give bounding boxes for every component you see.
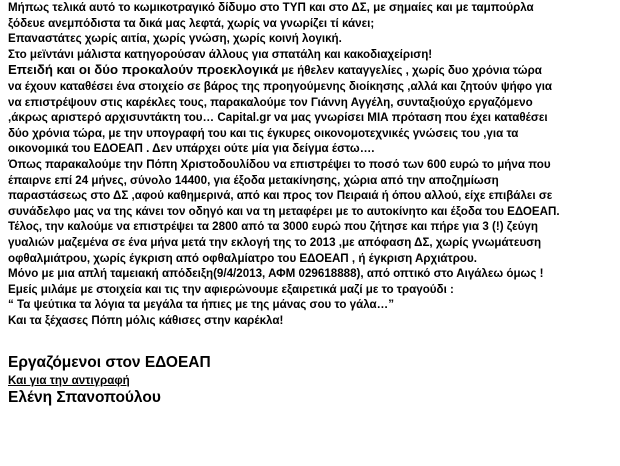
text-line-18: Μόνο με μια απλή ταμειακή απόδειξη(9/4/2013, ΑΦΜ 029618888), από οπτικό στο Αιγάλεω όμως !: [8, 267, 544, 281]
song-quote: “ Τα ψεύτικα τα λόγια τα μεγάλα τα ήπιες με της μάνας σου το γάλα…”: [8, 298, 395, 312]
text-line-4: Στο μεϊντάνι μάλιστα κατηγορούσαν άλλους για σπατάλη και κακοδιαχείριση!: [8, 47, 433, 61]
signature-org: Εργαζόμενοι στον ΕΔΟΕΑΠ: [8, 354, 211, 372]
text-line-3: Επαναστάτες χωρίς αιτία, χωρίς γνώση, χωρίς κοινή λογική.: [8, 32, 342, 46]
text-line-14: συνάδελφο μας να της κάνει τον οδηγό και να τη μεταφέρει με το αυτοκίνητο και έξοδα του ΕΔΟΕΑΠ.: [8, 204, 560, 218]
text-line-16: γυαλιών μαζεμένα σε ένα μήνα μετά την εκλογή της το 2013 ,με απόφαση ΔΣ, χωρίς γνωμάτευση: [8, 235, 542, 249]
text-line-13: παραστάσεως στο ΔΣ ,αφού καθημερινά, από και προς τον Πειραιά ή όπου αλλού, είχε επιβάλει σε: [8, 189, 553, 203]
text-line-10: οικονομικά του ΕΔΟΕΑΠ . Δεν υπάρχει ούτε μία για δείγμα έστω….: [8, 142, 375, 156]
emphasis-lead: Επειδή και οι δύο προκαλούν προεκλογικά: [8, 62, 279, 78]
paragraph-2-first-rest: με ήθελεν καταγγελίες , χωρίς δυο χρόνια τώρα: [278, 64, 542, 78]
signature-name: Ελένη Σπανοπούλου: [8, 389, 161, 407]
text-line-9: δύο χρόνια τώρα, με την υπογραφή του και τις έγκυρες οικονομοτεχνικές γνώσεις του ,για τα: [8, 126, 519, 140]
text-line-2: ξόδευε ανεμπόδιστα τα δικά μας λεφτά, χωρίς να γνωρίζει τί κάνει;: [8, 16, 375, 30]
text-line-11: Όπως παρακαλούμε την Πόπη Χριστοδουλίδου να επιστρέψει το ποσό των 600 ευρώ το μήνα που: [8, 157, 551, 171]
text-line-19: Εμείς μιλάμε με στοιχεία και τις την αφιερώνουμε εξαιρετικά μαζί με το τραγούδι :: [8, 282, 454, 296]
signature-copy-note: Και για την αντιγραφή: [8, 374, 130, 388]
paragraph-2-first-line: [8, 62, 616, 79]
text-line-1: Μήπως τελικά αυτό το κωμικοτραγικό δίδυμο στο ΤΥΠ και στο ΔΣ, με σημαίες και με ταμπούρλα: [8, 1, 534, 14]
text-line-15: Τέλος, την καλούμε να επιστρέψει τα 2800 από τα 3000 ευρώ που ζήτησε και πήρε για 3 (!) ζεύγη: [8, 220, 538, 234]
text-line-6: να έχουν καταθέσει ένα στοιχείο σε βάρος της προηγούμενης διοίκησης ,αλλά και ζητούν ψήφο για: [8, 79, 553, 93]
text-line-8: ,άκρως αριστερό αρχισυντάκτη του… Capital.gr να μας γνωρίσει ΜΙΑ πρόταση που έχει καταθέσει: [8, 111, 548, 125]
spacer: [8, 328, 616, 353]
document: [8, 0, 616, 408]
text-line-17: οφθαλμιάτρου, χωρίς έγκριση από οφθαλμίατρο του ΕΔΟΕΑΠ , ή έγκριση Αρχιάτρου.: [8, 251, 477, 265]
text-line-12: έπαιρνε επί 24 μήνες, σύνολο 14400, για έξοδα μετακίνησης, χώρια από την αποζημίωση: [8, 173, 499, 187]
text-line-7: να επιστρέψουν στις καρέκλες τους, παρακαλούμε τον Γιάννη Αγγέλη, συνταξιούχο εργαζόμενο: [8, 95, 533, 109]
text-line-21: Και τα ξέχασες Πόπη μόλις κάθισες στην καρέκλα!: [8, 313, 284, 327]
